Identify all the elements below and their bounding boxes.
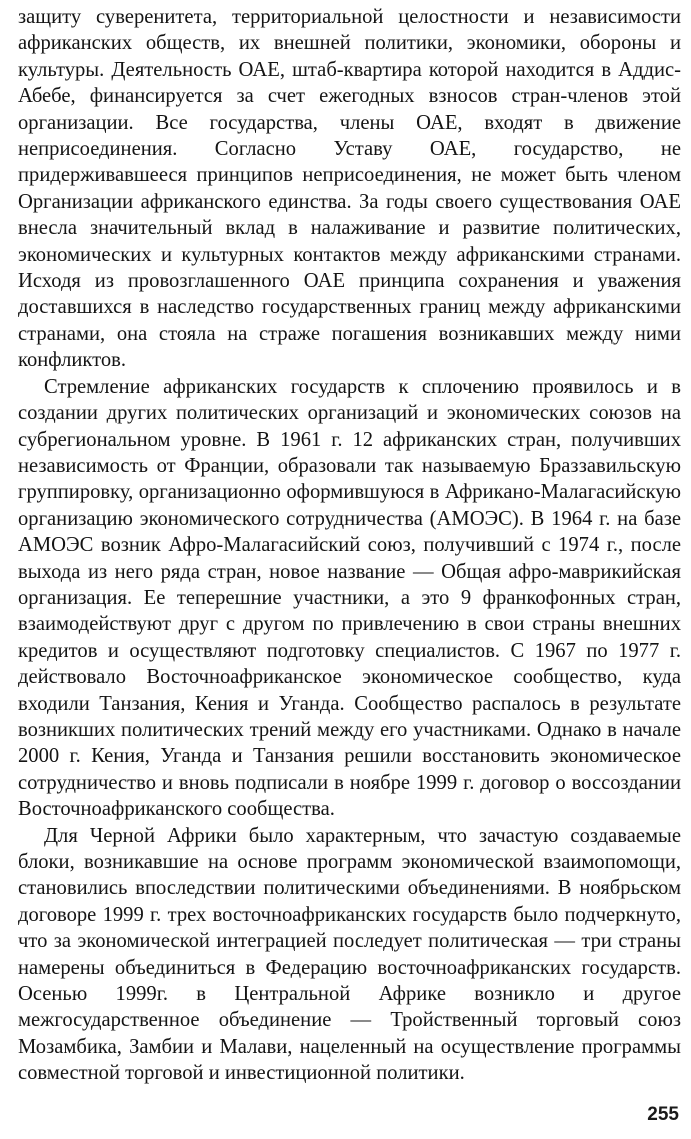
- paragraph-subregional-unions: Стремление африканских государств к сплочению проявилось и в создании других политических организаций и экономических союзов на субрегиональном уровне. В 1961 г. 12 африканских стран, получивших независимость от Франции, образовали так называемую Браззавильскую группировку, организационно оформившуюся в Африкано-Малагасийскую организацию экономического сотрудничества (АМОЭС). В 1964 г. на базе АМОЭС возник Афро-Малагасийский союз, получивший с 1974 г., после выхода из него ряда стран, новое название — Общая афро-маврикийская организация. Ее теперешние участники, а это 9 франкофонных стран, взаимодействуют друг с другом по привлечению в свои страны внешних кредитов и осуществляют подготовку специалистов. С 1967 по 1977 г. действовало Восточноафриканское экономическое сообщество, куда входили Танзания, Кения и Уганда. Сообщество распалось в результате возникших политических трений между его участниками. Однако в начале 2000 г. Кения, Уганда и Танзания решили восстановить экономическое сотрудничество и вновь подписали в ноябре 1999 г. договор о воссоздании Восточноафриканского сообщества.: [18, 375, 681, 821]
- body-text: [18, 4, 681, 1087]
- paragraph-continuation: защиту суверенитета, территориальной целостности и независимости африканских обществ, их внешней политики, экономики, обороны и культуры. Деятельность ОАЕ, штаб-квартира которой находится в Аддис-Абебе, финансируется за счет ежегодных взносов стран-членов этой организации. Все государства, члены ОАЕ, входят в движение неприсоединения. Согласно Уставу ОАЕ, государство, не придерживавшееся принципов неприсоединения, не может быть членом Организации африканского единства. За годы своего существования ОАЕ внесла значительный вклад в налаживание и развитие политических, экономических и культурных контактов между африканскими странами. Исходя из провозглашенного ОАЕ принципа сохранения и уважения доставшихся в наследство государственных границ между африканскими странами, она стояла на страже погашения возникавших между ними конфликтов.: [18, 6, 681, 372]
- paragraph-black-africa-blocs: Для Черной Африки было характерным, что зачастую создаваемые блоки, возникавшие на основе программ экономической взаимопомощи, становились впоследствии политическими объединениями. В ноябрьском договоре 1999 г. трех восточноафриканских государств было подчеркнуто, что за экономической интеграцией последует политическая — три страны намерены объединиться в Федерацию восточноафриканских государств. Осенью 1999г. в Центральной Африке возникло и другое межгосударственное объединение — Тройственный торговый союз Мозамбика, Замбии и Малави, нацеленный на осуществление программы совместной торговой и инвестиционной политики.: [18, 824, 681, 1085]
- page-number: 255: [647, 1104, 679, 1125]
